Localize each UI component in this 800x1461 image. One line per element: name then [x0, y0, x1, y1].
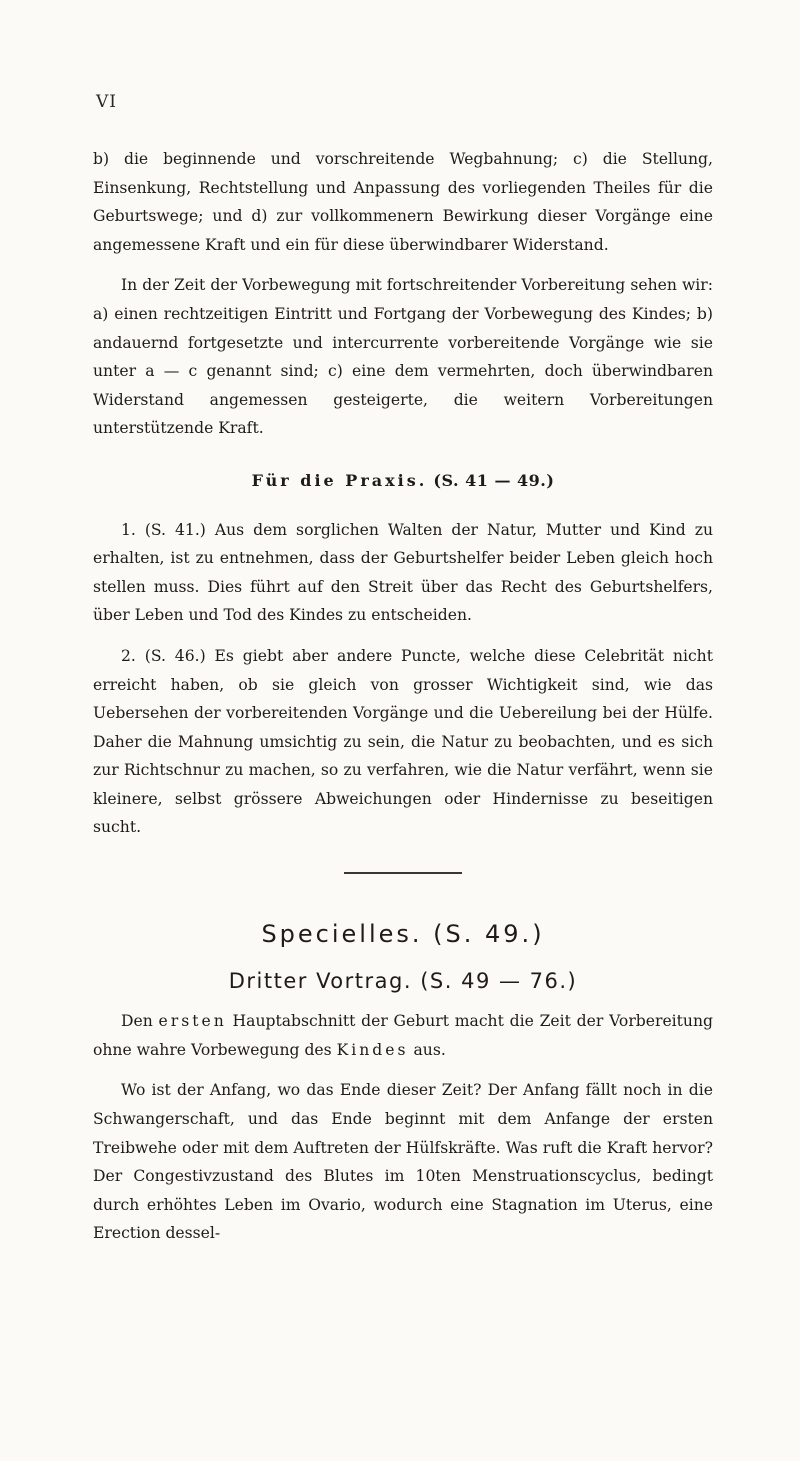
section-heading-specielles: Specielles. (S. 49.)	[261, 920, 545, 949]
praxis-heading-title: Für die Praxis.	[251, 470, 428, 490]
closing-emphasis: Kindes	[336, 1040, 409, 1059]
paragraph-continuation: b) die beginnende und vorschreitende Wegbahnung; c) die Stellung, Einsenkung, Rechtstellung und Anpassung des vorliegenden Theiles für die Geburtswege; und d) zur vollkommenern Bewirkung dieser Vorgänge eine angemessene Kraft und ein für diese überwindbarer Widerstand.	[93, 150, 713, 254]
praxis-heading-ref: (S. 41 — 49.)	[433, 470, 555, 490]
praxis-item-2: 2. (S. 46.) Es giebt aber andere Puncte, welche diese Celebrität nicht erreicht haben, ob sie gleich von grosser Wichtigkeit sind, wie das Uebersehen der vorbereitenden Vorgänge und die Uebereilung bei der Hülfe. Daher die Mahnung umsichtig zu sein, die Natur zu beobachten, und es sich zur Richtschnur zu machen, so zu verfahren, wie die Natur verfährt, wenn sie kleinere, selbst grössere Abweichungen oder Hindernisse zu beseitigen sucht.	[93, 646, 713, 837]
page-number: VI	[96, 92, 117, 112]
closing-paragraph-1	[93, 1007, 713, 1064]
closing-text: Den	[121, 1012, 159, 1031]
page-body	[93, 145, 713, 1248]
closing-paragraph-2: Wo ist der Anfang, wo das Ende dieser Zeit? Der Anfang fällt noch in die Schwangerschaft, und das Ende beginnt mit dem Anfange der ersten Treibwehe oder mit dem Auftreten der Hülfskräfte. Was ruft die Kraft hervor? Der Congestivzustand des Blutes im 10ten Menstruationscyclus, bedingt durch erhöhtes Leben im Ovario, wodurch eine Stagnation im Uterus, eine Erection dessel-	[93, 1081, 713, 1243]
closing-text: Hauptabschnitt der Geburt macht die Zeit der Vorbereitung ohne wahre Vorbewegung des	[93, 1012, 713, 1059]
section-heading-vortrag: Dritter Vortrag. (S. 49 — 76.)	[228, 968, 578, 993]
paragraph-vorbewegung: In der Zeit der Vorbewegung mit fortschreitender Vorbereitung sehen wir: a) einen rechtzeitigen Eintritt und Fortgang der Vorbewegung des Kindes; b) andauernd fortgesetzte und intercurrente vorbereitende Vorgänge wie sie unter a — c genannt sind; c) eine dem vermehrten, doch überwindbaren Widerstand angemessen gesteigerte, die weitern Vorbereitungen unterstützende Kraft.	[93, 276, 713, 438]
praxis-heading	[93, 467, 713, 496]
closing-text: aus.	[408, 1040, 446, 1059]
section-divider	[344, 872, 462, 874]
praxis-item-1: 1. (S. 41.) Aus dem sorglichen Walten der Natur, Mutter und Kind zu erhalten, ist zu entnehmen, dass der Geburtshelfer beider Leben gleich hoch stellen muss. Dies führt auf den Streit über das Recht des Geburtshelfers, über Leben und Tod des Kindes zu entscheiden.	[93, 520, 713, 625]
closing-emphasis: ersten	[158, 1012, 227, 1031]
